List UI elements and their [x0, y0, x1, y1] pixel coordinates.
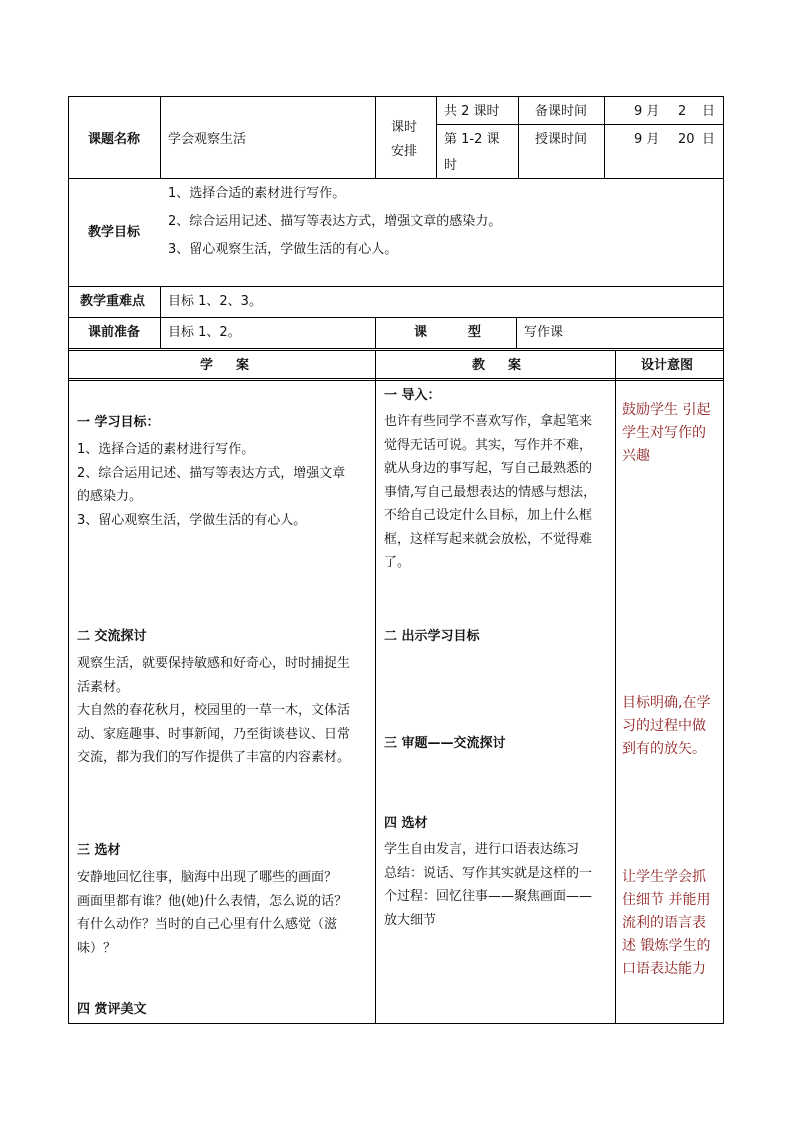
study-line: 有什么动作？当时的自己心里有什么感觉（滋 — [77, 917, 338, 932]
prep-time-label: 备课时间 — [535, 104, 588, 119]
study-line: 2、综合运用记述、描写等表达方式，增强文章 — [77, 465, 346, 481]
teaching-section-title: 二 出示学习目标 — [384, 629, 480, 644]
teach-date-day: 20 — [678, 132, 695, 147]
teaching-line: 学生自由发言，进行口语表达练习 — [384, 842, 580, 857]
topic-label: 课题名称 — [88, 132, 141, 147]
topic-value: 学会观察生活 — [168, 132, 247, 147]
study-line: 交流，都为我们的写作提供了丰富的内容素材。 — [77, 750, 351, 765]
teaching-section-title: 一 导入： — [384, 388, 441, 403]
design-line: 习的过程中做 — [622, 718, 706, 734]
teaching-section-title: 三 审题——交流探讨 — [384, 736, 506, 751]
design-line: 述 锻炼学生的 — [622, 938, 711, 954]
prep-date-day: 2 — [678, 104, 687, 119]
objective-item: 3、留心观察生活，学做生活的有心人。 — [168, 242, 398, 257]
design-line: 让学生学会抓 — [622, 869, 706, 885]
study-line: 的感染力。 — [77, 489, 143, 504]
teaching-section-4 — [384, 838, 612, 932]
teaching-line: 也许有些同学不喜欢写作，拿起笔来 — [384, 414, 593, 429]
teaching-line: 不给自己设定什么目标，加上什么框 — [384, 508, 593, 523]
total-periods: 共 2 课时 — [444, 104, 500, 119]
objective-item: 2、综合运用记述、描写等表达方式，增强文章的感染力。 — [168, 214, 502, 229]
teach-time-label: 授课时间 — [535, 132, 588, 147]
design-line: 鼓励学生 引起 — [622, 402, 711, 418]
teaching-line: 框，这样写起来就会放松，不觉得难 — [384, 531, 593, 547]
teach-date-month: 9 月 — [634, 132, 660, 147]
teaching-plan-heading-part2: 案 — [508, 358, 522, 373]
preparation-value: 目标 1、2。 — [168, 325, 241, 340]
study-section-3 — [77, 866, 369, 960]
teaching-plan-heading-part1: 教 — [472, 358, 486, 373]
design-intent-2 — [622, 692, 722, 761]
teaching-line: 个过程：回忆往事——聚焦画面—— — [384, 889, 593, 904]
preparation-label: 课前准备 — [88, 325, 141, 340]
teaching-line: 觉得无话可说。其实，写作并不难， — [384, 437, 593, 453]
study-line: 1、选择合适的素材进行写作。 — [77, 442, 255, 457]
study-line: 观察生活，就要保持敏感和好奇心，时时捕捉生 — [77, 656, 351, 671]
design-line: 口语表达能力 — [622, 961, 706, 977]
type-value: 写作课 — [524, 325, 564, 340]
schedule-label-line2: 安排 — [391, 144, 418, 159]
study-section-title: 二 交流探讨 — [77, 629, 147, 644]
study-plan-heading-part1: 学 — [200, 358, 214, 373]
study-line: 画面里都有谁？他(她)什么表情，怎么说的话？ — [77, 893, 348, 909]
key-points-label: 教学重难点 — [80, 294, 146, 309]
teach-date-unit: 日 — [702, 132, 716, 147]
type-label-part1: 课 — [414, 325, 428, 340]
design-intent-3 — [622, 866, 722, 981]
teaching-line: 放大细节 — [384, 912, 437, 928]
study-section-title: 四 赏评美文 — [77, 1002, 147, 1017]
study-line: 安静地回忆往事，脑海中出现了哪些的画面？ — [77, 870, 338, 885]
type-label-part2: 型 — [468, 325, 482, 340]
teaching-line: 了。 — [384, 555, 411, 570]
study-line: 活素材。 — [77, 679, 130, 695]
key-points-value: 目标 1、2、3。 — [168, 294, 262, 309]
design-intent-1 — [622, 399, 722, 468]
study-section-title: 三 选材 — [77, 843, 121, 858]
lesson-plan-table — [68, 96, 724, 1024]
teaching-line: 事情,写自己最想表达的情感与想法， — [384, 484, 597, 500]
study-line: 味）？ — [77, 940, 117, 956]
design-line: 到有的放矢。 — [622, 741, 706, 757]
teaching-line: 就从身边的事写起，写自己最熟悉的 — [384, 461, 593, 476]
design-line: 学生对写作的 — [622, 425, 706, 441]
study-plan-heading-part2: 案 — [236, 358, 250, 373]
design-intent-heading: 设计意图 — [641, 358, 694, 373]
design-line: 目标明确,在学 — [622, 695, 711, 711]
objectives-label: 教学目标 — [88, 225, 141, 240]
design-line: 兴趣 — [622, 448, 650, 464]
study-section-2 — [77, 652, 369, 770]
teaching-section-title: 四 选材 — [384, 816, 428, 831]
study-section-title: 一 学习目标： — [77, 415, 160, 430]
teaching-section-1 — [384, 410, 612, 575]
prep-date-month: 9 月 — [634, 104, 660, 119]
study-section-1 — [77, 438, 369, 532]
period-range-line2: 时 — [444, 158, 458, 173]
design-line: 住细节 并能用 — [622, 892, 711, 908]
prep-date-unit: 日 — [702, 104, 716, 119]
period-range-line1: 第 1-2 课 — [444, 132, 500, 147]
schedule-label-line1: 课时 — [391, 120, 418, 135]
teaching-line: 总结：说话、写作其实就是这样的一 — [384, 865, 593, 881]
objective-item: 1、选择合适的素材进行写作。 — [168, 186, 346, 201]
design-line: 流利的语言表 — [622, 915, 706, 931]
study-line: 3、留心观察生活，学做生活的有心人。 — [77, 512, 307, 528]
study-line: 动、家庭趣事、时事新闻，乃至街谈巷议、日常 — [77, 726, 351, 742]
study-line: 大自然的春花秋月，校园里的一草一木，文体活 — [77, 703, 351, 718]
